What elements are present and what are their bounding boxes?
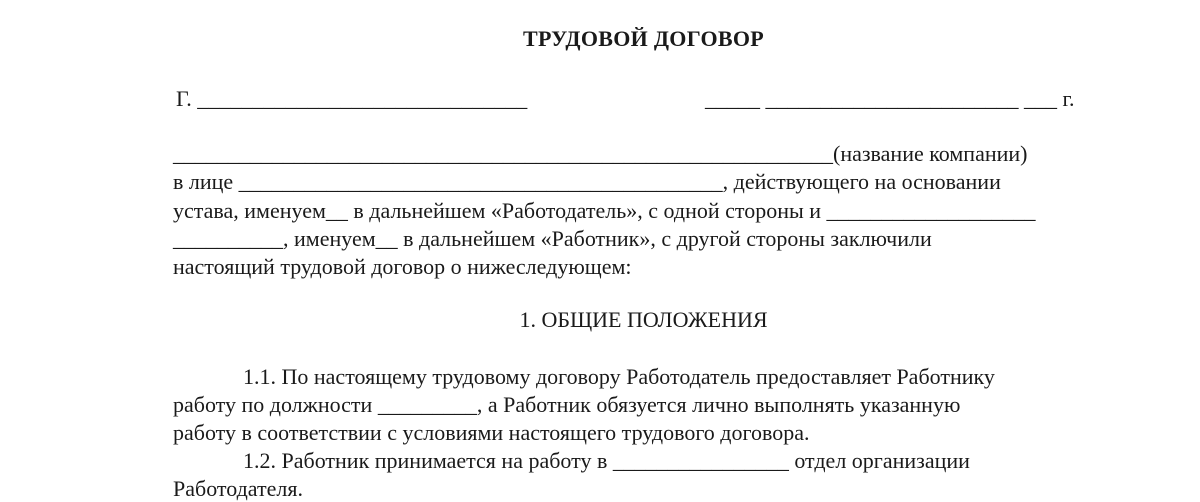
clause-line-4: 1.2. Работник принимается на работу в ________________ отдел организации — [243, 448, 970, 473]
preamble-line-3: устава, именуем__ в дальнейшем «Работодатель», с одной стороны и ___________________ — [173, 198, 1036, 223]
preamble-line-4: __________, именуем__ в дальнейшем «Работник», с другой стороны заключили — [173, 226, 932, 251]
city-line: Г. ______________________________ — [176, 86, 528, 111]
document-title: ТРУДОВОЙ ДОГОВОР — [523, 26, 764, 51]
section-heading: 1. ОБЩИЕ ПОЛОЖЕНИЯ — [519, 307, 768, 332]
clause-line-5: Работодателя. — [173, 476, 303, 501]
clause-line-1: 1.1. По настоящему трудовому договору Работодатель предоставляет Работнику — [243, 364, 995, 389]
preamble-line-5: настоящий трудовой договор о нижеследующем: — [173, 254, 632, 279]
preamble-line-2: в лице ____________________________________________, действующего на основании — [173, 169, 1001, 194]
clause-line-3: работу в соответствии с условиями настоящего трудового договора. — [173, 420, 810, 445]
date-line: _____ _______________________ ___ г. — [705, 86, 1075, 111]
preamble-line-1: ____________________________________________________________(название компании) — [173, 141, 1028, 166]
clause-line-2: работу по должности _________, а Работник обязуется лично выполнять указанную — [173, 392, 961, 417]
